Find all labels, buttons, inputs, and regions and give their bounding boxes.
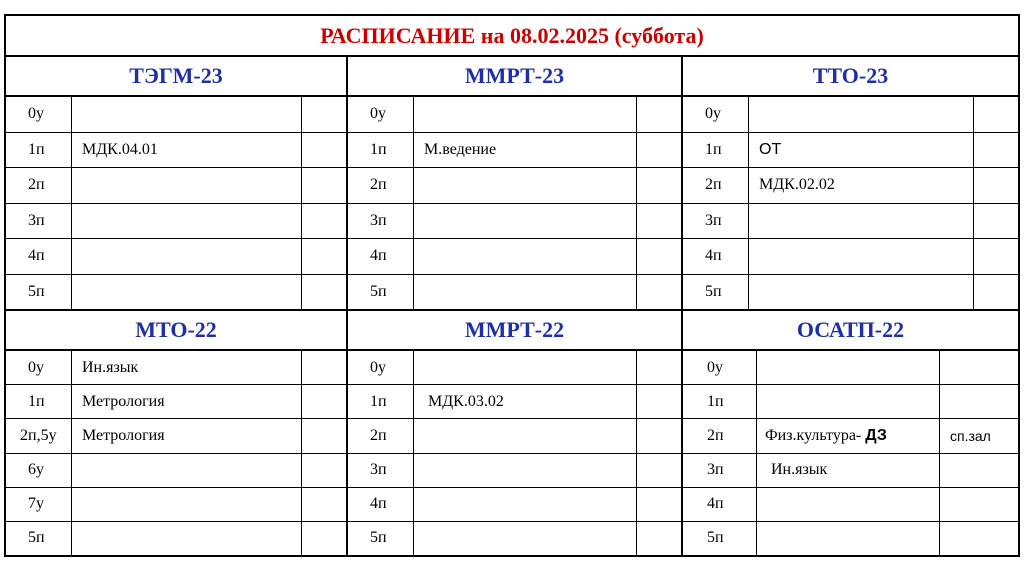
subject-cell [72,204,302,239]
group-header: ММРТ-22 [348,311,681,351]
subject-cell: ОТ [749,133,974,168]
subject-cell: Ин.язык [72,351,302,384]
lesson-number: 0у [683,97,749,132]
room-cell [637,204,681,239]
lesson-number: 4п [6,239,72,274]
room-cell [302,97,346,132]
subject-cell [72,97,302,132]
lesson-number: 5п [6,275,72,310]
lesson-number: 1п [348,385,414,418]
table-row [348,385,681,419]
subject-cell [749,97,974,132]
group-header: ОСАТП-22 [683,311,1018,351]
table-row [683,419,1018,453]
table-row [348,97,681,133]
subject-cell [757,351,940,384]
lesson-number: 1п [683,385,757,418]
schedule-table [4,14,1020,557]
table-row [683,522,1018,555]
subject-cell [414,419,637,452]
lesson-number: 5п [348,522,414,555]
table-row [6,133,346,169]
subject-cell [757,385,940,418]
schedule-title: РАСПИСАНИЕ на 08.02.2025 (суббота) [6,16,1018,57]
table-row [683,275,1018,310]
room-cell [974,97,1018,132]
lesson-number: 6у [6,454,72,487]
group-block-tegm-23 [6,57,346,309]
subject-cell [72,239,302,274]
lesson-number: 4п [683,488,757,521]
room-cell [637,419,681,452]
table-row [683,97,1018,133]
room-cell [974,275,1018,310]
room-cell [940,488,1018,521]
group-header: ТТО-23 [683,57,1018,97]
lesson-number: 2п,5у [6,419,72,452]
room-cell [302,275,346,310]
room-cell [940,454,1018,487]
group-block-tto-23 [681,57,1018,309]
subject-cell [749,239,974,274]
lesson-number: 0у [683,351,757,384]
subject-cell [414,488,637,521]
lesson-number: 3п [683,204,749,239]
subject-cell [72,454,302,487]
table-row [6,239,346,275]
room-cell [637,168,681,203]
lesson-number: 1п [6,133,72,168]
room-cell [637,133,681,168]
table-row [683,133,1018,169]
group-header: ТЭГМ-23 [6,57,346,97]
table-row [348,522,681,555]
room-cell [974,168,1018,203]
table-row [6,168,346,204]
lesson-number: 7у [6,488,72,521]
lesson-number: 0у [6,351,72,384]
room-cell [637,488,681,521]
lesson-number: 0у [348,351,414,384]
table-row [683,385,1018,419]
lesson-number: 2п [348,168,414,203]
group-header: МТО-22 [6,311,346,351]
table-row [6,488,346,522]
table-row [348,454,681,488]
table-row [348,239,681,275]
room-cell [302,168,346,203]
lesson-number: 5п [683,275,749,310]
room-cell [302,454,346,487]
lesson-number: 4п [348,488,414,521]
subject-cell: МДК.04.01 [72,133,302,168]
lesson-number: 1п [348,133,414,168]
table-row [348,488,681,522]
table-row [683,168,1018,204]
table-row [683,454,1018,488]
table-row [683,351,1018,385]
group-block-mmrt-22 [346,309,681,555]
room-cell [637,522,681,555]
subject-cell [414,275,637,310]
subject-cell [414,168,637,203]
room-cell [302,204,346,239]
subject-cell [414,97,637,132]
table-row [6,351,346,385]
table-row [6,454,346,488]
subject-cell [72,168,302,203]
lesson-number: 3п [348,204,414,239]
subject-cell [757,522,940,555]
lesson-number: 2п [6,168,72,203]
room-cell [302,133,346,168]
subject-cell [414,522,637,555]
table-row [6,97,346,133]
table-row [348,133,681,169]
lesson-number: 4п [683,239,749,274]
subject-cell: Ин.язык [757,454,940,487]
subject-cell [414,351,637,384]
subject-text: Физ.культура- [765,426,862,444]
room-cell [940,522,1018,555]
room-cell [974,133,1018,168]
subject-cell: МДК.03.02 [414,385,637,418]
group-block-mto-22 [6,309,346,555]
room-cell [302,419,346,452]
room-cell [637,351,681,384]
lesson-number: 5п [683,522,757,555]
room-cell [302,351,346,384]
room-cell [637,275,681,310]
lesson-number: 2п [683,419,757,452]
room-cell [637,454,681,487]
lesson-number: 5п [348,275,414,310]
room-cell [302,385,346,418]
table-row [6,522,346,555]
table-row [348,168,681,204]
table-row [683,239,1018,275]
lesson-number: 4п [348,239,414,274]
subject-cell [757,419,940,452]
room-cell: сп.зал [950,427,991,444]
lesson-number: 2п [348,419,414,452]
lesson-number: 1п [6,385,72,418]
table-row [6,204,346,240]
subject-cell [749,204,974,239]
table-row [683,488,1018,522]
subject-cell [72,275,302,310]
table-row [6,385,346,419]
subject-cell [749,275,974,310]
subject-cell [72,488,302,521]
lesson-number: 1п [683,133,749,168]
lesson-number: 3п [683,454,757,487]
table-row [348,204,681,240]
room-cell [302,488,346,521]
room-cell [637,97,681,132]
lesson-number: 0у [348,97,414,132]
subject-cell [757,488,940,521]
lesson-number: 2п [683,168,749,203]
room-cell [974,239,1018,274]
subject-cell [414,204,637,239]
table-row [348,351,681,385]
room-cell [302,522,346,555]
room-cell [637,385,681,418]
group-header: ММРТ-23 [348,57,681,97]
lesson-number: 0у [6,97,72,132]
lesson-number: 3п [348,454,414,487]
room-cell [940,351,1018,384]
group-block-osatp-22 [681,309,1018,555]
lesson-number: 3п [6,204,72,239]
subject-cell: Метрология [72,419,302,452]
table-row [683,204,1018,240]
group-block-mmrt-23 [346,57,681,309]
room-cell [940,385,1018,418]
room-cell [974,204,1018,239]
room-cell [637,239,681,274]
table-row [6,275,346,310]
subject-cell: МДК.02.02 [749,168,974,203]
table-row [348,419,681,453]
subject-cell: Метрология [72,385,302,418]
subject-cell [72,522,302,555]
room-cell [302,239,346,274]
subject-cell [414,239,637,274]
table-row [348,275,681,310]
table-row [6,419,346,453]
subject-credit-badge: ДЗ [865,426,887,444]
lesson-number: 5п [6,522,72,555]
subject-cell [414,454,637,487]
subject-cell: М.ведение [414,133,637,168]
